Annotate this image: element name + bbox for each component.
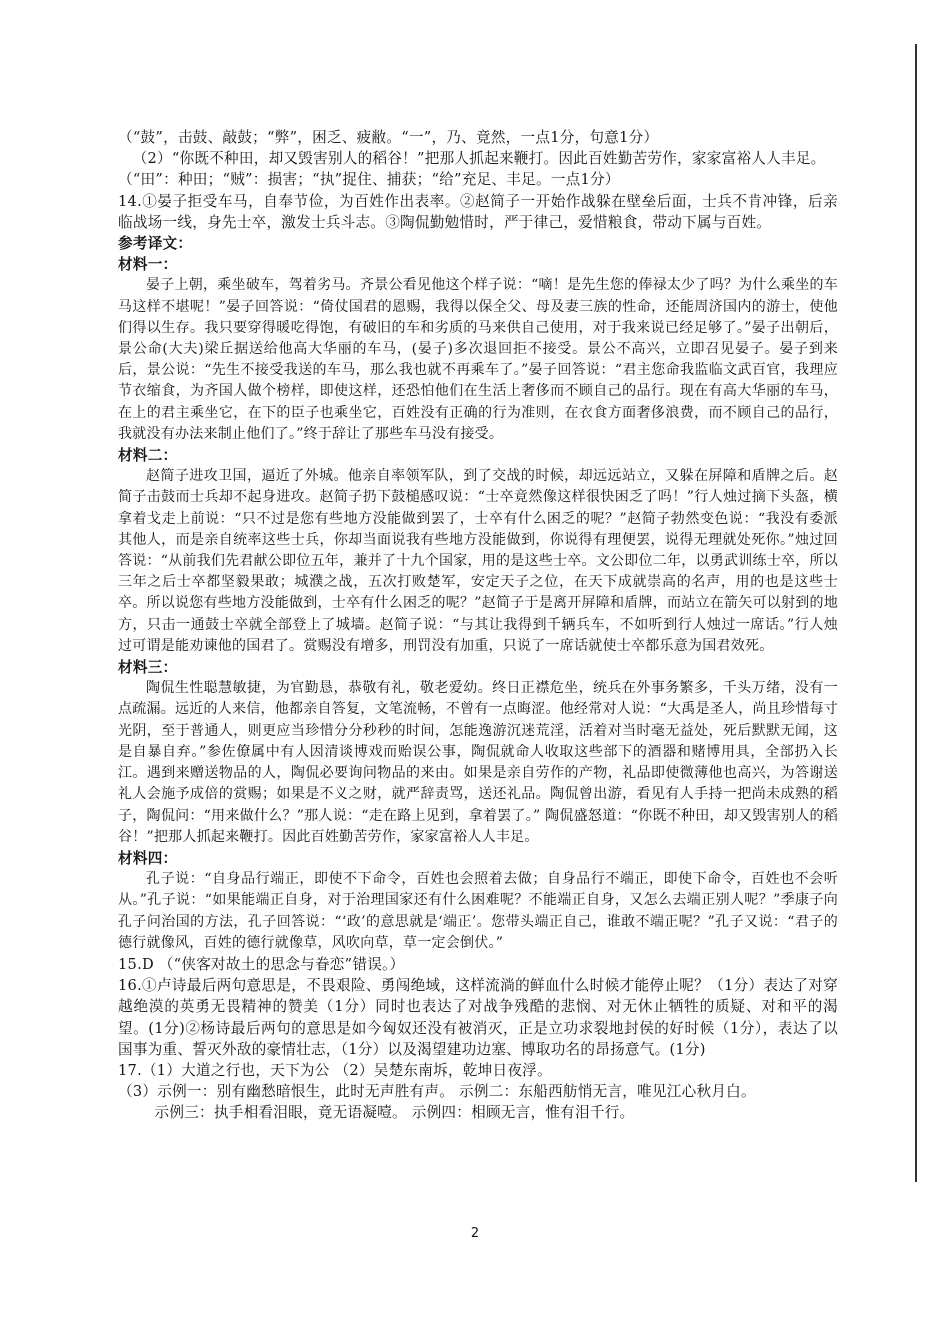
margin-rule <box>915 44 917 1182</box>
material-2-heading: 材料二： <box>118 447 178 465</box>
material-2-text: 赵简子进攻卫国，逼近了外城。他亲自率领军队，到了交战的时候，却远远站立，又躲在屏障和盾牌之后。赵简子击鼓而士兵却不起身进攻。赵简子扔下鼓槌感叹说：“士卒竟然像这样很快困乏了吗！”行人烛过摘下头盔，横拿着戈走上前说：“只不过是您有些地方没能做到罢了，士卒有什么困乏的呢？”赵简子勃然变色说：“我没有委派其他人，而是亲自统率这些士兵，你却当面说我有些地方没能做到，你说得有理便罢，说得无理就处死你。”烛过回答说：“从前我们先君献公即位五年，兼并了十九个国家，用的是这些士卒。文公即位二年，以勇武训练士卒，所以三年之后士卒都坚毅果敢；城濮之战，五次打败楚军，安定天子之位，在天下成就崇高的名声，用的也是这些士卒。所以说您有些地方没能做到，士卒有什么困乏的呢？”赵简子于是离开屏障和盾牌，而站立在箭矢可以射到的地方，只击一通鼓士卒就全部登上了城墙。赵简子说：“与其让我得到千辆兵车，不如听到行人烛过一席话。”行人烛过可谓是能劝谏他的国君了。赏赐没有增多，刑罚没有加重，只说了一席话就使士卒都乐意为国君效死。 <box>118 468 838 654</box>
material-1-text: 晏子上朝，乘坐破车，驾着劣马。齐景公看见他这个样子说：“嘀！是先生您的俸禄太少了吗？为什么乘坐的车马这样不堪呢！”晏子回答说：“倚仗国君的恩赐，我得以保全父、母及妻三族的性命，还能周济国内的游士，使他们得以生存。我只要穿得暖吃得饱，有破旧的车和劣质的马来供自己使用，对于我来说已经足够了。”晏子出朝后，景公命(大夫)梁丘据送给他高大华丽的车马，(晏子)多次退回拒不接受。景公不高兴，立即召见晏子。晏子到来后，景公说：“先生不接受我送的车马，那么我也就不再乘车了。”晏子回答说：“君主您命我监临文武百官，我理应节衣缩食，为齐国人做个榜样，即使这样，还恐怕他们在生活上奢侈而不顾自己的品行。现在有高大华丽的车马，在上的君主乘坐它，在下的臣子也乘坐它，百姓没有正确的行为准则，在衣食方面奢侈浪费，而不顾自己的品行，我就没有办法来制止他们了。”终于辞让了那些车马没有接受。 <box>118 277 838 442</box>
q14-answer: 14.①晏子拒受车马，自奉节俭，为百姓作出表率。②赵简子一开始作战躲在壁垒后面，士兵不肯冲锋，后亲临战场一线，身先士卒，激发士兵斗志。③陶侃勤勉惜时，严于律己，爱惜粮食，带动下属与百姓。 <box>118 192 838 231</box>
q17-answer-1: 17.（1）大道之行也，天下为公 （2）吴楚东南坼，乾坤日夜浮。 <box>118 1061 552 1079</box>
material-4-text: 孔子说：“自身品行端正，即使不下命令，百姓也会照着去做；自身品行不端正，即使下命令，百姓也不会听从。”孔子说：“如果能端正自身，对于治理国家还有什么困难呢？不能端正自身，又怎么去端正别人呢？”季康子向孔子问治国的方法，孔子回答说：“‘政’的意思就是‘端正’。您带头端正自己，谁敢不端正呢？”孔子又说：“君子的德行就像风，百姓的德行就像草，风吹向草，草一定会倒伏。” <box>118 871 838 951</box>
q15-answer: 15.D （“侠客对故土的思念与眷恋”错误。） <box>118 955 405 973</box>
material-3-text: 陶侃生性聪慧敏捷，为官勤恳，恭敬有礼，敬老爱幼。终日正襟危坐，统兵在外事务繁多，千头万绪，没有一点疏漏。远近的人来信，他都亲自答复，文笔流畅，不曾有一点晦涩。他经常对人说：“大禹是圣人，尚且珍惜每寸光阴，至于普通人，则更应当珍惜分分秒秒的时间，怎能逸游沉迷荒淫，活着对当时毫无益处，死后默默无闻，这是自暴自弃。”参佐僚属中有人因清谈博戏而贻误公事，陶侃就命人收取这些部下的酒器和赌博用具，全部扔入长江。遇到来赠送物品的人，陶侃必要询问物品的来由。如果是亲自劳作的产物，礼品即使微薄他也高兴，为答谢送礼人会施予成倍的赏赐；如果是不义之财，就严辞责骂，送还礼品。陶侃曾出游，看见有人手持一把尚未成熟的稻子，陶侃问：“用来做什么？”那人说：“走在路上见到，拿着罢了。” 陶侃盛怒道：“你既不种田，却又毁害别人的稻谷！”把那人抓起来鞭打。因此百姓勤苦劳作，家家富裕人人丰足。 <box>118 680 838 845</box>
q17-answer-3a: （3）示例一：别有幽愁暗恨生，此时无声胜有声。 示例二：东船西舫悄无言，唯见江心秋月白。 <box>118 1083 756 1101</box>
material-4-heading: 材料四： <box>118 849 178 867</box>
q13-note-2: （“田”：种田；“贼”：损害；“执”捉住、捕获；“给”充足、丰足。一点1分） <box>118 171 620 189</box>
material-3-heading: 材料三： <box>118 659 178 677</box>
translation-heading: 参考译文： <box>118 235 193 253</box>
q13-answer-2: （2）“你既不种田，却又毁害别人的稻谷！”把那人抓起来鞭打。因此百姓勤苦劳作，家家富裕人人丰足。 <box>132 150 826 168</box>
page-number: 2 <box>470 1226 480 1241</box>
material-1-heading: 材料一： <box>118 256 178 274</box>
answer-content <box>118 127 838 1124</box>
q16-answer: 16.①卢诗最后两句意思是，不畏艰险、勇闯绝域，这样流淌的鲜血什么时候才能停止呢？（1分）表达了对穿越绝漠的英勇无畏精神的赞美（1分）同时也表达了对战争残酷的悲悯、对无休止牺牲的质疑、对和平的渴望。(1分)②杨诗最后两句的意思是如今匈奴还没有被消灭，正是立功求裂地封侯的好时候（1分），表达了以国事为重、誓灭外敌的豪情壮志，（1分）以及渴望建功边塞、博取功名的昂扬意气。(1分) <box>118 977 838 1058</box>
q13-note-1: （“鼓”，击鼓、敲鼓；“弊”，困乏、疲敝。“一”，乃、竟然，一点1分，句意1分） <box>118 129 659 146</box>
q17-answer-3b: 示例三：执手相看泪眼，竟无语凝噎。 示例四：相顾无言，惟有泪千行。 <box>154 1104 635 1122</box>
